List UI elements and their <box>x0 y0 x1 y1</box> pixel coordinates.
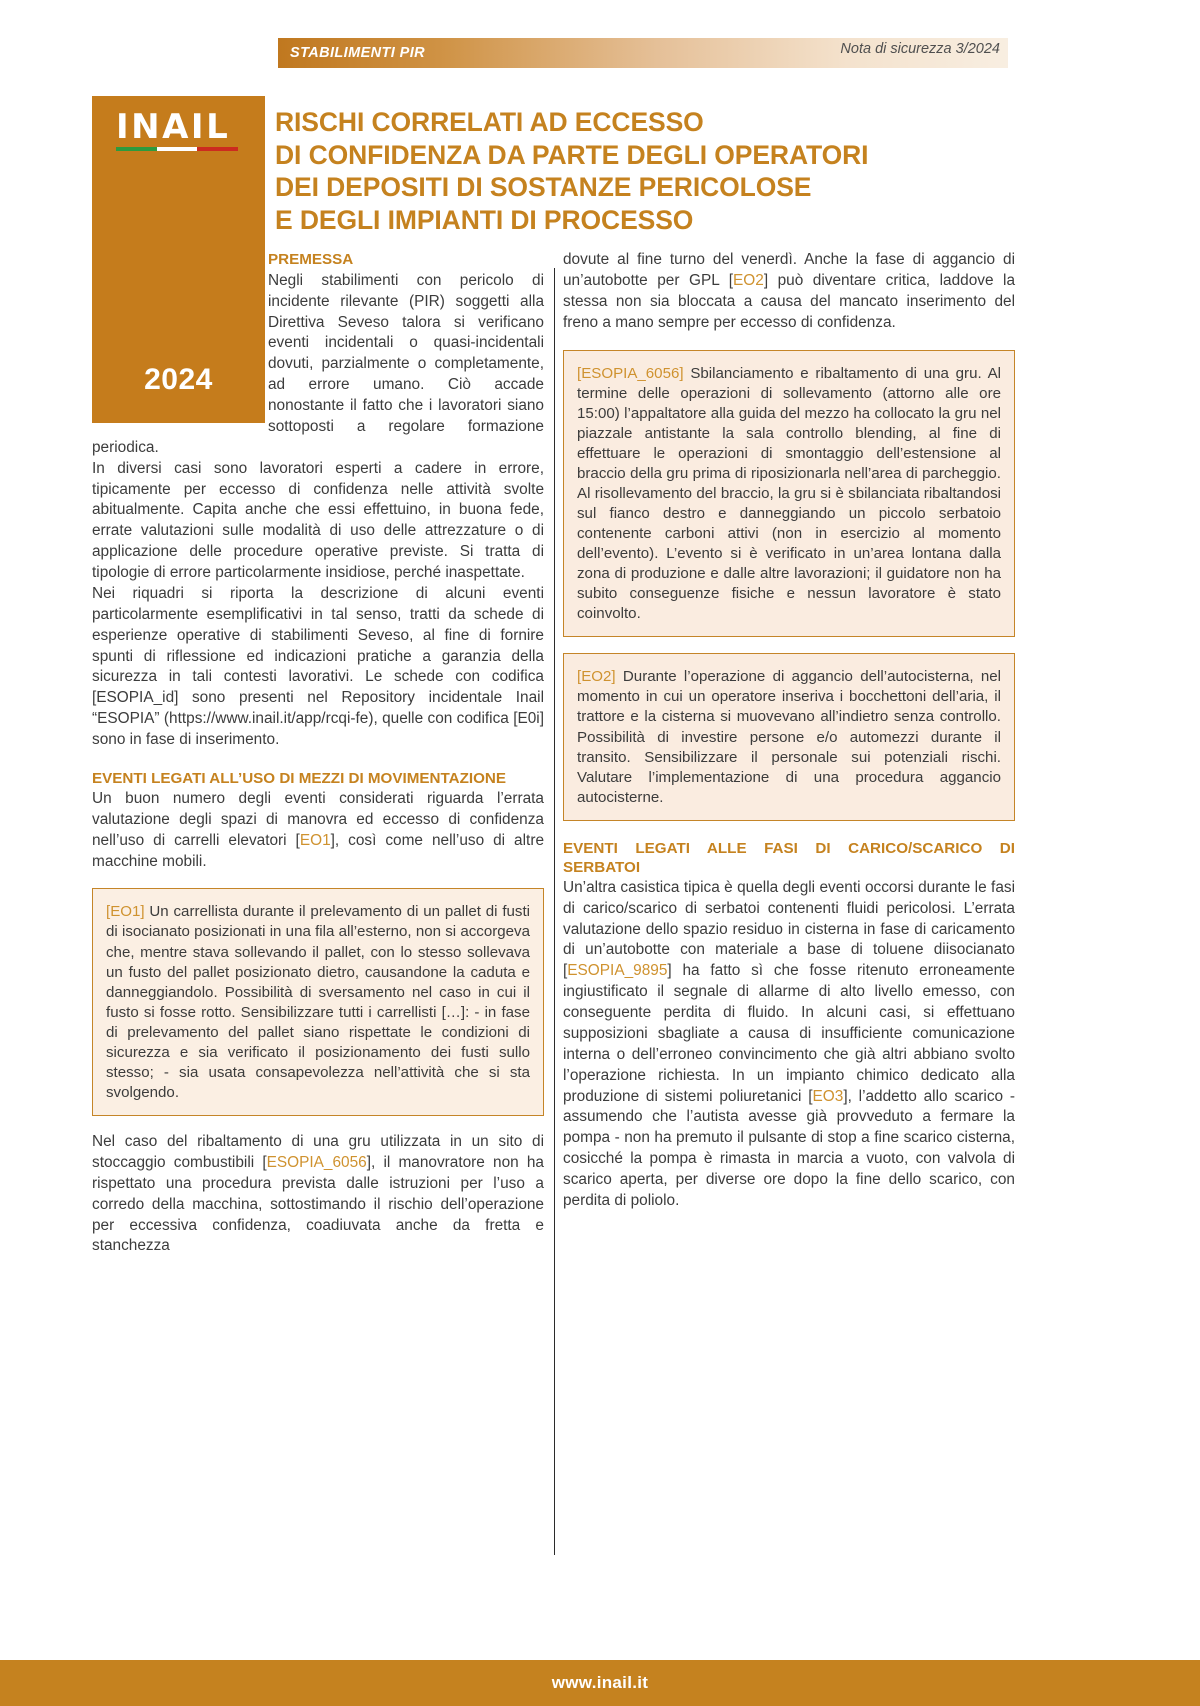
section-paragraph-movimentazione <box>92 789 544 873</box>
tricolor-green <box>116 147 157 151</box>
tricolor-white <box>157 147 198 151</box>
continuation-text-b: ] può diventare critica, laddove la stessa non sia bloccata a causa del mancato inserimento del freno a mano sempre per eccesso di confidenza. <box>563 271 1015 331</box>
callout-eo1-code: [EO1] <box>106 903 145 921</box>
premessa-paragraph-3: Nei riquadri si riporta la descrizione di alcuni eventi particolarmente esemplificativi in tal senso, tratti da schede di esperienze operative di stabilimenti Seveso, al fine di fornire spunti di riflessione ed indicazioni pratiche a garanzia della sicurezza in tali contesti lavorativi. Le schede con codifica [ESOPIA_id] sono presenti nel Repository incidentale Inail “ESOPIA” (https://www.inail.it/app/rcqi-fe), quelle con codifica [E0i] sono in fase di inserimento. <box>92 584 544 748</box>
column-divider <box>554 268 555 1555</box>
note-reference: Nota di sicurezza 3/2024 <box>840 41 1000 57</box>
callout-eo1-text: Un carrellista durante il prelevamento di un pallet di fusti di isocianato posizionati in una fila all’esterno, non si accorgeva che, mentre stava sollevando il pallet, con lo stesso sollevava un fusto del pallet posizionato dietro, causandone la caduta e danneggiandolo. Possibilità di sversamento nel caso in cui il fusto si fosse rotto. Sensibilizzare tutti i carrellisti […]: - in fase di prelevamento del pallet siano rispettate le condizioni di sicurezza e sia verificato il posizionamento dei fusti sullo stesso; - sia usata consapevolezza nell’attività che si sta svolgendo. <box>106 903 530 1101</box>
callout-eo2 <box>563 653 1015 820</box>
section-heading-carico-scarico: EVENTI LEGATI ALLE FASI DI CARICO/SCARICO DI SERBATOI <box>563 839 1015 876</box>
page-title-line-3: DEI DEPOSITI DI SOSTANZE PERICOLOSE <box>275 172 812 203</box>
code-ref-eo1: EO1 <box>299 831 331 849</box>
left-column <box>92 250 544 1257</box>
code-ref-eo2: EO2 <box>733 271 764 289</box>
closing-text-a: Nel caso del ribaltamento di una gru utilizzata in un sito di stoccaggio combustibili [ <box>92 1133 544 1171</box>
premessa-heading: PREMESSA <box>268 251 354 268</box>
inail-logo-text: INAIL <box>116 107 231 147</box>
section-text-a: Un buon numero degli eventi considerati riguarda l’errata valutazione degli spazi di manovra ed eccesso di confidenza nell’uso di carrelli elevatori [ <box>92 789 544 849</box>
carico-text-c: ], l’addetto allo scarico - assumendo che l’autista avesse già provveduto a fermare la pompa - non ha premuto il pulsante di stop a fine scarico cisterna, cosicché la pompa è rimasta in marcia a vuoto, con valvola di scarico aperta, per diverse ore dopo la fine dello scarico, con perdita di poliolo. <box>563 1087 1015 1209</box>
publication-year: 2024 <box>144 363 213 396</box>
callout-esopia-6056-code: [ESOPIA_6056] <box>577 364 684 382</box>
right-column <box>563 250 1015 1212</box>
inail-logo <box>116 107 236 151</box>
page-title <box>275 106 975 236</box>
code-ref-esopia-9895: ESOPIA_9895 <box>567 962 668 980</box>
section-heading-movimentazione: EVENTI LEGATI ALL’USO DI MEZZI DI MOVIMENTAZIONE <box>92 769 506 787</box>
footer-bar <box>0 1660 1200 1706</box>
carico-text-b: ] ha fatto sì che fosse ritenuto erroneamente ingiustificato il segnale di allarme di alto livello emesso, con conseguente perdita di fluido. In alcuni casi, si effettuano supposizioni sbagliate a causa di insufficiente comunicazione interna o dell’erroneo convincimento che già altri abbiano svolto l’operazione richiesta. In un impianto chimico dedicato alla produzione di sistemi poliuretanici [ <box>563 962 1015 1105</box>
page-title-line-1: RISCHI CORRELATI AD ECCESSO <box>275 107 704 137</box>
code-ref-eo3: EO3 <box>812 1087 844 1105</box>
premessa-paragraph-2: In diversi casi sono lavoratori esperti a cadere in errore, tipicamente per eccesso di confidenza nelle attività svolte abitualmente. Capita anche che essi effettuino, in buona fede, errate valutazioni sulle modalità di uso delle attrezzature o di applicazione delle procedure operative previste. Si tratta di tipologie di errore particolarmente insidiose, perché inaspettate. <box>92 459 544 581</box>
sidebar-text-wrap-spacer <box>92 250 268 422</box>
callout-esopia-6056-text: Sbilanciamento e ribaltamento di una gru. Al termine delle operazioni di sollevamento (attorno alle ore 15:00) l’appaltatore alla guida del mezzo ha collocato la gru nel piazzale antistante la sala controllo blending, al fine di effettuare le operazioni di smontaggio dell’estensione al braccio della gru prima di riposizionarla nell’area di parcheggio. Al risollevamento del braccio, la gru si è sbilanciata ribaltandosi sul fianco destro e danneggiando un piccolo serbatoio contenente carboni attivi (non in esercizio al momento dell’evento). L’evento si è verificato in un’area lontana dalla zona di produzione e dalle altre lavorazioni; il guidatore non ha subito conseguenze fisiche e nessun lavoratore è stato coinvolto. <box>577 364 1001 623</box>
continuation-paragraph <box>563 250 1015 334</box>
top-banner-label: STABILIMENTI PIR <box>290 45 426 61</box>
callout-eo2-code: [EO2] <box>577 668 616 686</box>
carico-text-a: Un’altra casistica tipica è quella degli eventi occorsi durante le fasi di carico/scarico di serbatoi contenenti fluidi pericolosi. L’errata valutazione dello spazio residuo in cisterna in fase di caricamento di un’autobotte con materiale a base di toluene diisocianato [ <box>563 878 1015 980</box>
continuation-text-a: dovute al fine turno del venerdì. Anche la fase di aggancio di un’autobotte per GPL [ <box>563 251 1015 289</box>
tricolor-rule <box>116 147 238 151</box>
page-title-line-4: E DEGLI IMPIANTI DI PROCESSO <box>275 204 694 235</box>
footer-url[interactable]: www.inail.it <box>551 1673 649 1692</box>
closing-text-b: ], il manovratore non ha rispettato una procedura prevista dalle istruzioni per l’uso a corredo della macchina, sottostimando il rischio dell’operazione per eccessiva confidenza, coadiuvata anche da fretta e stanchezza <box>92 1153 544 1255</box>
callout-eo1 <box>92 888 544 1116</box>
tricolor-red <box>197 147 238 151</box>
premessa-paragraph-1: Negli stabilimenti con pericolo di incidente rilevante (PIR) soggetti alla Direttiva Seveso talora si verificano eventi incidentali o quasi-incidentali dovuti, parzialmente o completamente, ad errore umano. Ciò accade nonostante il fatto che i lavoratori siano sottoposti a regolare formazione periodica. <box>92 271 544 456</box>
page-title-line-2: DI CONFIDENZA DA PARTE DEGLI OPERATORI <box>275 139 869 170</box>
code-ref-esopia-6056: ESOPIA_6056 <box>266 1153 367 1171</box>
callout-esopia-6056 <box>563 350 1015 638</box>
section-text-b: ], così come nell’uso di altre macchine mobili. <box>92 831 545 870</box>
closing-paragraph-left <box>92 1132 544 1257</box>
section-paragraph-carico-scarico <box>563 878 1015 1212</box>
callout-eo2-text: Durante l’operazione di aggancio dell’autocisterna, nel momento in cui un operatore inseriva i bocchettoni dell’aria, il trattore e la cisterna si muovevano all’indietro senza controllo. Possibilità di investire persone e/o automezzi durante il transito. Sensibilizzare il personale sui potenziali rischi. Valutare l’implementazione di una procedura aggancio autocisterne. <box>577 668 1001 806</box>
